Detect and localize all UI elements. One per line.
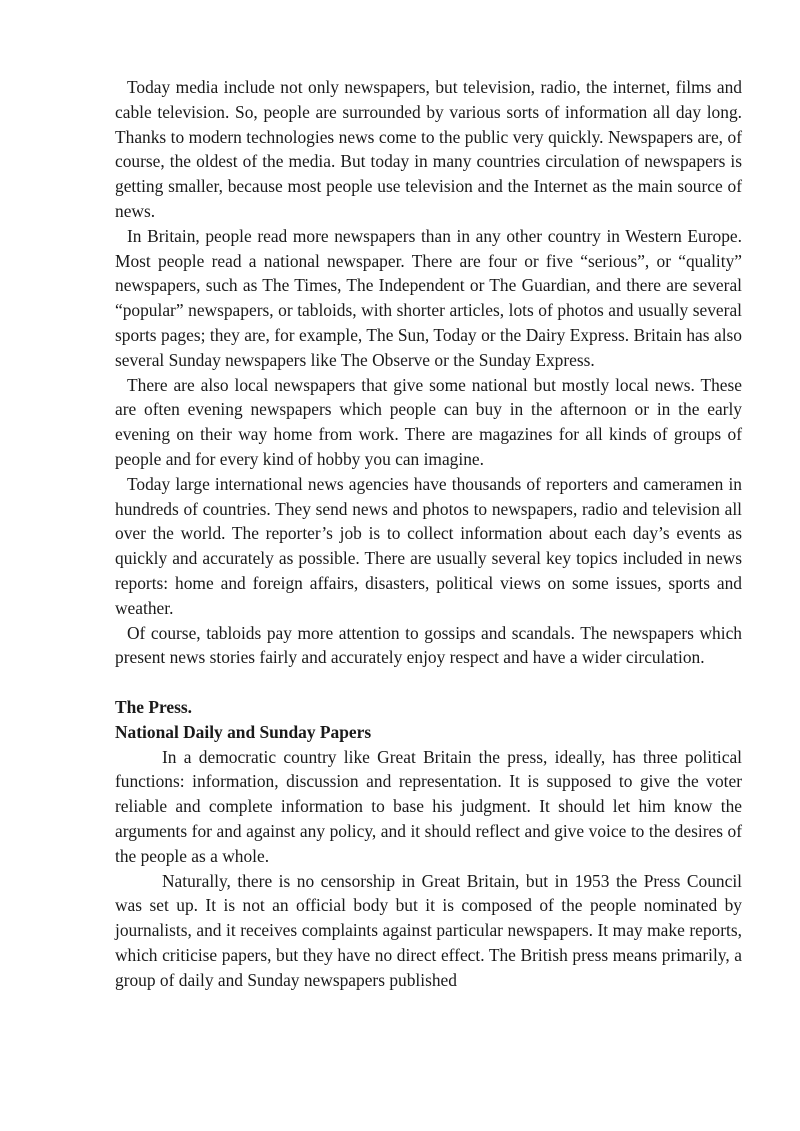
section-spacer [115, 670, 742, 695]
intro-paragraph-tabloids: Of course, tabloids pay more attention to gossips and scandals. The newspapers which present news stories fairly and accurately enjoy respect and have a wider circulation. [115, 622, 742, 668]
intro-paragraph-local: There are also local newspapers that give some national but mostly local news. These are often evening newspapers which people can buy in the afternoon or in the early evening on their way home from work. There are magazines for all kinds of groups of people and for every kind of hobby you can imagine. [115, 374, 742, 469]
document-page [115, 75, 742, 992]
section-title: The Press. [115, 696, 192, 717]
intro-paragraph-media: Today media include not only newspapers, but television, radio, the internet, films and cable television. So, people are surrounded by various sorts of information all day long. Thanks to modern technologies news come to the public very quickly. Newspapers are, of course, the oldest of the media. But today in many countries circulation of newspapers is getting smaller, because most people use television and the Internet as the main source of news. [115, 77, 742, 221]
intro-paragraph-agencies: Today large international news agencies have thousands of reporters and cameramen in hundreds of countries. They send news and photos to newspapers, radio and television all over the world. The reporter’s job is to collect information about each day’s events as quickly and accurately as possible. There are usually several key topics included in news reports: home and foreign affairs, disasters, political views on some issues, sports and weather. [115, 473, 742, 618]
intro-paragraph-britain: In Britain, people read more newspapers than in any other country in Western Europe. Most people read a national newspaper. There are four or five “serious”, or “quality” newspapers, such as The Times, The Independent or The Guardian, and there are several “popular” newspapers, or tabloids, with shorter articles, lots of photos and usually several sports pages; they are, for example, The Sun, Today or the Dairy Express. Britain has also several Sunday newspapers like The Observe or the Sunday Express. [115, 225, 742, 370]
press-paragraph-council: Naturally, there is no censorship in Great Britain, but in 1953 the Press Council was set up. It is not an official body but it is composed of the people nominated by journalists, and it receives complaints against particular newspapers. It may make reports, which criticise papers, but they have no direct effect. The British press means primarily, a group of daily and Sunday newspapers published [115, 870, 742, 990]
press-paragraph-functions: In a democratic country like Great Britain the press, ideally, has three political functions: information, discussion and representation. It is supposed to give the voter reliable and complete information to base his judgment. It should let him know the arguments for and against any policy, and it should reflect and give voice to the desires of the people as a whole. [115, 746, 742, 866]
section-subtitle: National Daily and Sunday Papers [115, 721, 372, 742]
